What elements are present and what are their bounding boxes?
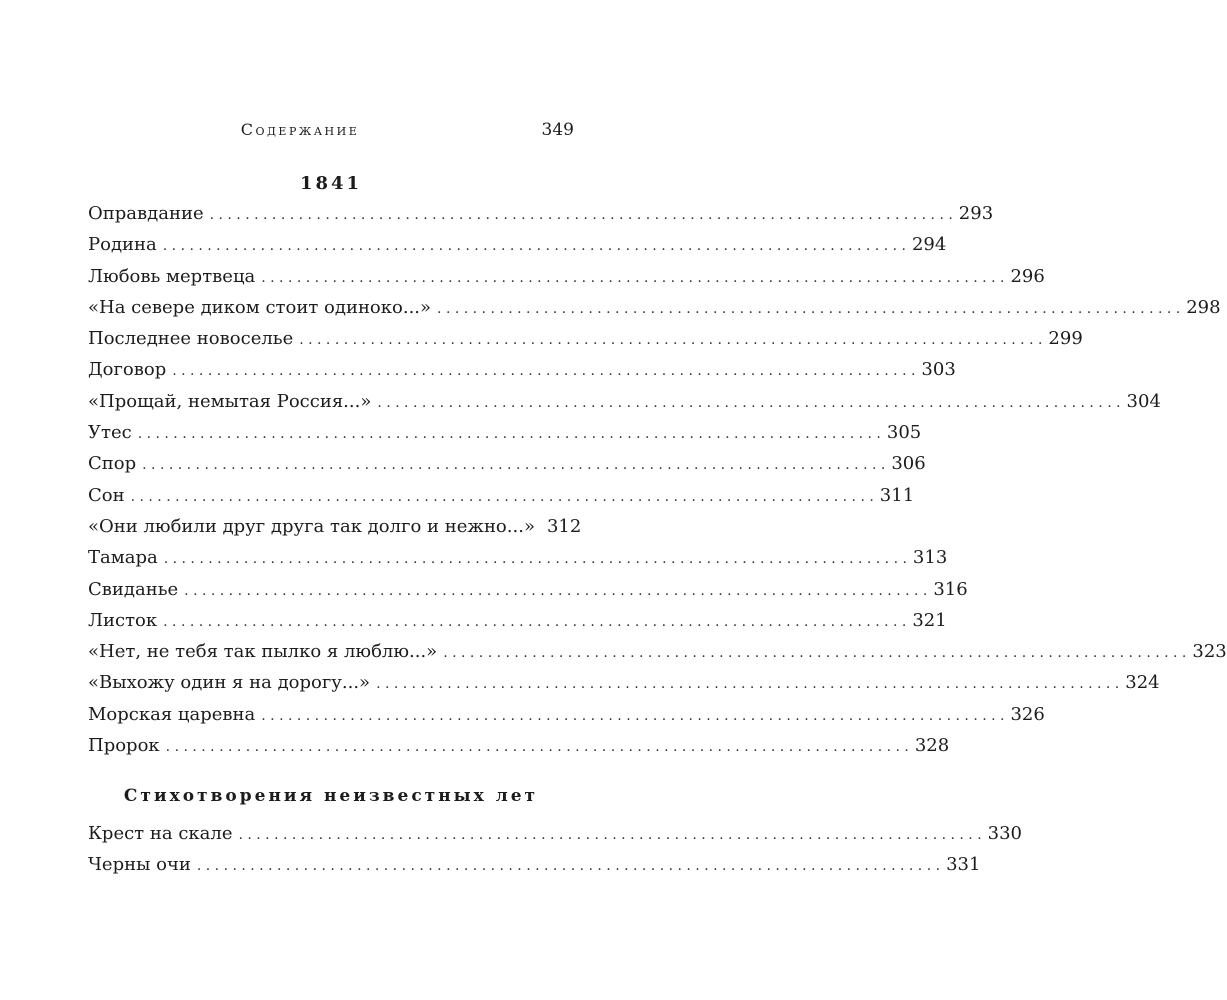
entry-page-number: 299 — [1048, 328, 1083, 350]
entry-page-number: 311 — [879, 484, 915, 506]
entry-title: Крест на скале — [88, 823, 233, 844]
entry-page-number: 321 — [912, 609, 947, 631]
toc-entry[interactable] — [88, 323, 1083, 354]
toc-entry[interactable] — [88, 480, 915, 511]
dot-leader — [376, 669, 1119, 700]
toc-entry[interactable] — [88, 636, 1227, 667]
dot-leader — [210, 200, 953, 231]
dot-leader — [437, 294, 1180, 325]
dot-leader — [197, 851, 940, 882]
entry-title: Спор — [88, 453, 137, 475]
entry-title: Пророк — [88, 735, 160, 757]
dot-leader — [184, 576, 927, 607]
dot-leader — [166, 732, 909, 763]
entry-title: «Они любили друг друга так долго и нежно...» — [88, 515, 535, 537]
entry-page-number: 296 — [1010, 265, 1045, 287]
toc-entry[interactable] — [88, 261, 1045, 292]
toc-entry[interactable] — [88, 229, 947, 260]
entry-page-number: 330 — [987, 823, 1023, 844]
entry-page-number: 298 — [1186, 296, 1221, 318]
toc-entry[interactable] — [88, 818, 1023, 849]
toc-section-unknown-years — [88, 782, 1023, 881]
toc-entry[interactable] — [88, 417, 922, 448]
dot-leader — [299, 325, 1042, 356]
dot-leader — [163, 231, 906, 262]
dot-leader — [131, 482, 874, 513]
toc-entry[interactable] — [88, 354, 956, 385]
toc-section-1841 — [88, 170, 1227, 761]
dot-leader — [172, 356, 915, 387]
entry-page-number: 316 — [933, 578, 968, 600]
entry-page-number: 324 — [1125, 672, 1160, 694]
dot-leader — [377, 388, 1120, 419]
dot-leader — [261, 263, 1004, 294]
toc-entry[interactable] — [88, 292, 1221, 323]
dot-leader — [138, 419, 881, 450]
entry-page-number: 326 — [1010, 703, 1045, 725]
entry-page-number: 294 — [911, 234, 947, 256]
entry-title: «Нет, не тебя так пылко я люблю...» — [88, 641, 438, 663]
dot-leader — [443, 638, 1186, 669]
entry-page-number: 328 — [914, 735, 950, 757]
entry-page-number: 312 — [546, 515, 582, 537]
entry-title: Черны очи — [88, 854, 191, 876]
toc-entry[interactable] — [88, 386, 1161, 417]
toc-entry[interactable] — [88, 574, 968, 605]
entry-title: Любовь мертвеца — [88, 265, 256, 287]
entry-title: Тамара — [88, 547, 158, 569]
running-head — [88, 118, 574, 142]
entry-page-number: 304 — [1126, 390, 1161, 412]
entry-page-number: 305 — [886, 422, 922, 444]
entry-page-number: 306 — [891, 453, 926, 475]
dot-leader — [164, 544, 907, 575]
dot-leader — [238, 820, 981, 851]
toc-entry[interactable] — [88, 605, 947, 636]
toc-entry[interactable] — [88, 448, 926, 479]
entry-title: Оправдание — [88, 203, 204, 224]
dot-leader — [142, 450, 885, 481]
entry-title: Листок — [88, 609, 158, 631]
running-title: Содержание — [240, 120, 360, 139]
entry-page-number: 303 — [921, 359, 956, 381]
dot-leader — [163, 607, 906, 638]
toc-list — [88, 198, 1227, 761]
toc-list — [88, 818, 1023, 881]
toc-entry[interactable] — [88, 730, 950, 761]
entry-title: Договор — [88, 359, 167, 381]
toc-entry[interactable] — [88, 511, 582, 542]
toc-entry[interactable] — [88, 699, 1045, 730]
entry-title: Родина — [88, 234, 157, 256]
entry-title: «Выхожу один я на дорогу...» — [88, 672, 371, 694]
entry-title: «На севере диком стоит одиноко...» — [88, 296, 432, 318]
entry-title: Сон — [88, 484, 125, 506]
entry-title: Последнее новоселье — [88, 328, 294, 350]
dot-leader — [261, 701, 1004, 732]
entry-title: Утес — [88, 422, 132, 444]
section-heading: Стихотворения неизвестных лет — [123, 786, 539, 806]
toc-entry[interactable] — [88, 198, 994, 229]
entry-title: Морская царевна — [88, 703, 256, 725]
running-page-number: 349 — [541, 120, 574, 140]
entry-title: Свиданье — [88, 578, 179, 600]
entry-title: «Прощай, немытая Россия...» — [88, 390, 372, 412]
entry-page-number: 313 — [912, 547, 948, 569]
entry-page-number: 331 — [946, 854, 981, 876]
toc-entry[interactable] — [88, 667, 1160, 698]
entry-page-number: 293 — [958, 203, 994, 224]
toc-entry[interactable] — [88, 542, 948, 573]
toc-entry[interactable] — [88, 849, 981, 880]
entry-page-number: 323 — [1192, 641, 1227, 663]
section-heading: 1841 — [299, 173, 363, 194]
